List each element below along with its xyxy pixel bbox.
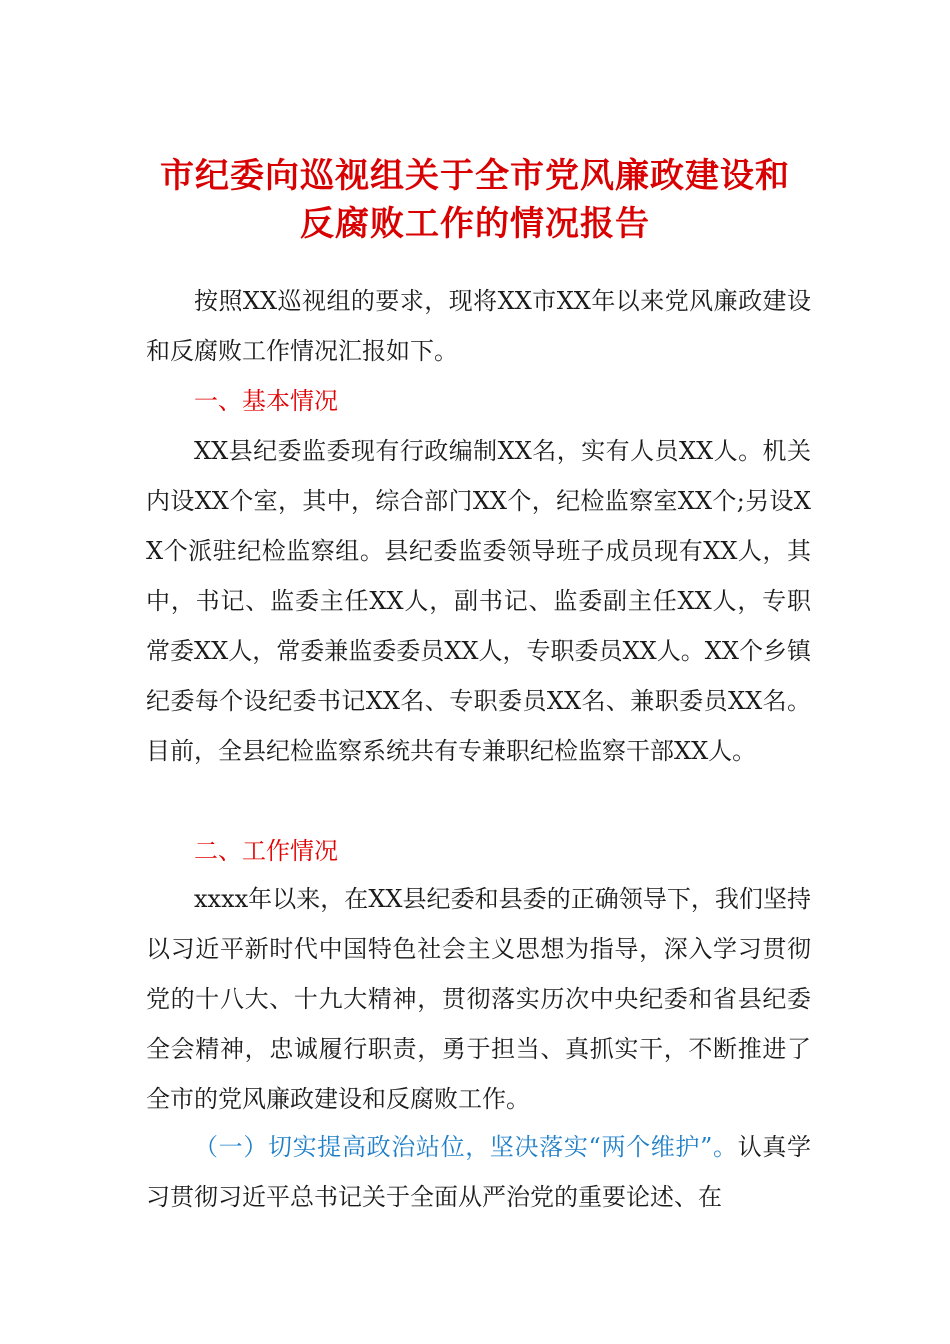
subsection-heading-1: （一）切实提高政治站位，坚决落实“两个维护”。 [194,1133,738,1161]
work-situation-paragraph: xxxx年以来，在XX县纪委和县委的正确领导下，我们坚持以习近平新时代中国特色社会主义思想为指导，深入学习贯彻党的十八大、十九大精神，贯彻落实历次中央纪委和省县纪委全会精神，忠诚履行职责，勇于担当、真抓实干，不断推进了全市的党风廉政建设和反腐败工作。 [146,885,811,1113]
subsection-1-paragraph [146,1122,811,1222]
document-title-line-1: 市纪委向巡视组关于全市党风廉政建设和 [160,156,790,196]
section-heading-basic: 一、基本情况 [194,387,338,415]
document-title-line-2: 反腐败工作的情况报告 [300,204,650,244]
intro-paragraph: 按照XX巡视组的要求，现将XX市XX年以来党风廉政建设和反腐败工作情况汇报如下。 [146,287,811,365]
subsection-1-text: 认真学习贯彻习近平总书记关于全面从严治党的重要论述、在 [146,1133,812,1211]
section-heading-work: 二、工作情况 [194,837,338,865]
basic-situation-paragraph: XX县纪委监委现有行政编制XX名，实有人员XX人。机关内设XX个室，其中，综合部门XX个，纪检监察室XX个;另设XX个派驻纪检监察组。县纪委监委领导班子成员现有XX人，其中，书记、监委主任XX人，副书记、监委副主任XX人，专职常委XX人，常委兼监委委员XX人，专职委员XX人。XX个乡镇纪委每个设纪委书记XX名、专职委员XX名、兼职委员XX名。目前，全县纪检监察系统共有专兼职纪检监察干部XX人。 [146,437,811,765]
